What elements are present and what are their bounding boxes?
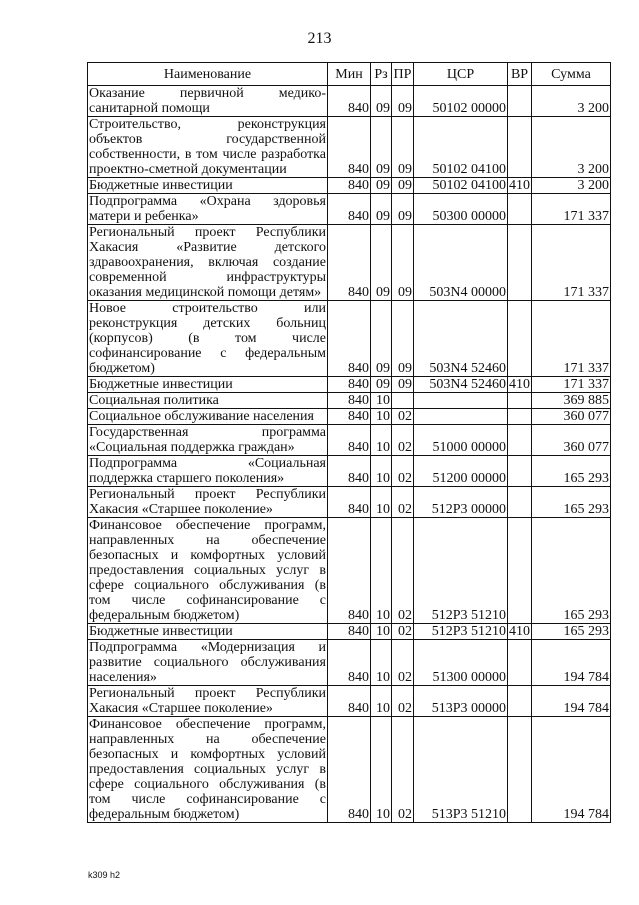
table-row xyxy=(88,425,611,456)
cell-name: Социальная политика xyxy=(88,393,328,409)
cell-name: Финансовое обеспечение программ, направленных на обеспечение безопасных и комфортных условий предоставления социальных услуг в сфере социального обслуживания (в том числе софинансирование с федеральным бюджетом) xyxy=(89,518,326,623)
header-vr: ВР xyxy=(508,63,532,86)
table-row xyxy=(88,301,611,377)
cell-pr: 02 xyxy=(392,456,414,487)
cell-csr: 51000 00000 xyxy=(414,425,508,456)
cell-min: 840 xyxy=(328,686,371,717)
cell-sum: 171 337 xyxy=(532,301,611,377)
budget-table xyxy=(87,62,611,823)
cell-min: 840 xyxy=(328,86,371,117)
header-name: Наименование xyxy=(88,63,328,86)
cell-name: Региональный проект Республики Хакасия «Старшее поколение» xyxy=(89,686,326,716)
cell-rz: 10 xyxy=(371,425,392,456)
cell-vr: 410 xyxy=(509,377,530,392)
cell-sum: 194 784 xyxy=(532,640,611,686)
footer-code: k309 h2 xyxy=(88,870,121,880)
cell-csr: 512P3 00000 xyxy=(414,487,508,518)
cell-sum: 194 784 xyxy=(532,686,611,717)
cell-min: 840 xyxy=(328,717,371,823)
cell-csr: 51200 00000 xyxy=(414,456,508,487)
cell-vr xyxy=(508,425,532,456)
cell-pr: 09 xyxy=(392,178,414,194)
cell-min: 840 xyxy=(328,409,371,425)
cell-csr: 503N4 00000 xyxy=(414,225,508,301)
cell-rz: 10 xyxy=(371,624,392,640)
cell-vr: 410 xyxy=(509,178,530,193)
cell-rz: 10 xyxy=(371,487,392,518)
cell-rz: 09 xyxy=(371,225,392,301)
cell-csr: 513P3 00000 xyxy=(414,686,508,717)
cell-sum: 3 200 xyxy=(532,178,611,194)
cell-vr xyxy=(508,301,532,377)
cell-vr xyxy=(508,86,532,117)
cell-min: 840 xyxy=(328,225,371,301)
cell-vr xyxy=(508,518,532,624)
cell-min: 840 xyxy=(328,425,371,456)
table-row xyxy=(88,117,611,178)
cell-min: 840 xyxy=(328,640,371,686)
cell-name: Оказание первичной медико-санитарной помощи xyxy=(89,86,326,116)
table-row xyxy=(88,487,611,518)
cell-min: 840 xyxy=(328,194,371,225)
cell-pr: 09 xyxy=(392,377,414,393)
cell-name: Подпрограмма «Охрана здоровья матери и ребенка» xyxy=(89,194,326,224)
cell-csr: 50102 04100 xyxy=(414,178,508,194)
cell-pr xyxy=(392,393,414,409)
cell-min: 840 xyxy=(328,624,371,640)
table-row xyxy=(88,640,611,686)
table-row xyxy=(88,409,611,425)
cell-sum: 165 293 xyxy=(532,456,611,487)
cell-pr: 09 xyxy=(392,301,414,377)
cell-pr: 02 xyxy=(392,686,414,717)
cell-vr xyxy=(508,409,532,425)
cell-pr: 02 xyxy=(392,624,414,640)
cell-vr xyxy=(508,117,532,178)
cell-sum: 165 293 xyxy=(532,624,611,640)
cell-vr xyxy=(508,225,532,301)
cell-sum: 360 077 xyxy=(532,409,611,425)
cell-sum: 194 784 xyxy=(532,717,611,823)
cell-name: Подпрограмма «Модернизация и развитие социального обслуживания населения» xyxy=(89,640,326,685)
cell-min: 840 xyxy=(328,178,371,194)
cell-sum: 171 337 xyxy=(532,194,611,225)
header-min: Мин xyxy=(328,63,371,86)
cell-name: Региональный проект Республики Хакасия «Развитие детского здравоохранения, включая создание современной инфраструктуры оказания медицинской помощи детям» xyxy=(89,225,326,300)
cell-pr: 02 xyxy=(392,518,414,624)
cell-min: 840 xyxy=(328,487,371,518)
cell-name: Государственная программа «Социальная поддержка граждан» xyxy=(89,425,326,455)
cell-pr: 02 xyxy=(392,717,414,823)
cell-pr: 02 xyxy=(392,487,414,518)
cell-name: Финансовое обеспечение программ, направленных на обеспечение безопасных и комфортных условий предоставления социальных услуг в сфере социального обслуживания (в том числе софинансирование с федеральным бюджетом) xyxy=(89,717,326,822)
cell-pr: 02 xyxy=(392,409,414,425)
table-row xyxy=(88,377,611,393)
cell-csr: 512P3 51210 xyxy=(414,518,508,624)
cell-rz: 10 xyxy=(371,456,392,487)
cell-min: 840 xyxy=(328,393,371,409)
header-pr: ПР xyxy=(392,63,414,86)
cell-csr: 50102 04100 xyxy=(414,117,508,178)
cell-csr: 503N4 52460 xyxy=(414,377,508,393)
table-row xyxy=(88,686,611,717)
cell-name: Бюджетные инвестиции xyxy=(88,377,328,393)
cell-sum: 360 077 xyxy=(532,425,611,456)
cell-vr xyxy=(508,487,532,518)
cell-rz: 09 xyxy=(371,178,392,194)
cell-vr xyxy=(508,717,532,823)
cell-name: Региональный проект Республики Хакасия «Старшее поколение» xyxy=(89,487,326,517)
table-row xyxy=(88,518,611,624)
cell-name: Социальное обслуживание населения xyxy=(88,409,328,425)
cell-pr: 02 xyxy=(392,640,414,686)
header-csr: ЦСР xyxy=(414,63,508,86)
page-number: 213 xyxy=(307,30,332,47)
cell-pr: 09 xyxy=(392,225,414,301)
cell-min: 840 xyxy=(328,377,371,393)
cell-pr: 02 xyxy=(392,425,414,456)
cell-vr xyxy=(508,640,532,686)
header-row xyxy=(88,63,611,86)
cell-vr xyxy=(508,686,532,717)
table-row xyxy=(88,624,611,640)
cell-rz: 10 xyxy=(371,393,392,409)
cell-pr: 09 xyxy=(392,117,414,178)
cell-vr xyxy=(508,456,532,487)
cell-vr xyxy=(508,194,532,225)
cell-csr: 503N4 52460 xyxy=(414,301,508,377)
cell-pr: 09 xyxy=(392,194,414,225)
cell-name: Бюджетные инвестиции xyxy=(88,178,328,194)
cell-csr xyxy=(414,393,508,409)
cell-csr: 512P3 51210 xyxy=(414,624,508,640)
cell-min: 840 xyxy=(328,456,371,487)
cell-rz: 09 xyxy=(371,377,392,393)
cell-sum: 171 337 xyxy=(532,225,611,301)
cell-rz: 10 xyxy=(371,518,392,624)
cell-rz: 09 xyxy=(371,301,392,377)
cell-vr: 410 xyxy=(509,624,530,639)
cell-sum: 3 200 xyxy=(532,86,611,117)
cell-sum: 369 885 xyxy=(532,393,611,409)
header-sum: Сумма xyxy=(532,63,611,86)
cell-min: 840 xyxy=(328,117,371,178)
cell-rz: 09 xyxy=(371,117,392,178)
table-row xyxy=(88,456,611,487)
table-row xyxy=(88,225,611,301)
cell-vr xyxy=(508,393,532,409)
table-row xyxy=(88,178,611,194)
cell-sum: 165 293 xyxy=(532,518,611,624)
cell-csr: 51300 00000 xyxy=(414,640,508,686)
cell-name: Новое строительство или реконструкция детских больниц (корпусов) (в том числе софинансирование с федеральным бюджетом) xyxy=(89,301,326,376)
cell-sum: 3 200 xyxy=(532,117,611,178)
table-row xyxy=(88,86,611,117)
cell-sum: 171 337 xyxy=(532,377,611,393)
cell-name: Строительство, реконструкция объектов государственной собственности, в том числе разработка проектно-сметной документации xyxy=(89,117,326,177)
cell-rz: 10 xyxy=(371,409,392,425)
cell-csr: 50300 00000 xyxy=(414,194,508,225)
table-row xyxy=(88,194,611,225)
cell-name: Подпрограмма «Социальная поддержка старшего поколения» xyxy=(89,456,326,486)
cell-csr xyxy=(414,409,508,425)
cell-name: Бюджетные инвестиции xyxy=(88,624,328,640)
cell-csr: 50102 00000 xyxy=(414,86,508,117)
cell-rz: 10 xyxy=(371,717,392,823)
cell-min: 840 xyxy=(328,301,371,377)
cell-rz: 09 xyxy=(371,194,392,225)
cell-min: 840 xyxy=(328,518,371,624)
header-rz: Рз xyxy=(371,63,392,86)
table-row xyxy=(88,717,611,823)
cell-csr: 513P3 51210 xyxy=(414,717,508,823)
cell-pr: 09 xyxy=(392,86,414,117)
table-row xyxy=(88,393,611,409)
cell-rz: 10 xyxy=(371,640,392,686)
cell-rz: 09 xyxy=(371,86,392,117)
cell-sum: 165 293 xyxy=(532,487,611,518)
cell-rz: 10 xyxy=(371,686,392,717)
